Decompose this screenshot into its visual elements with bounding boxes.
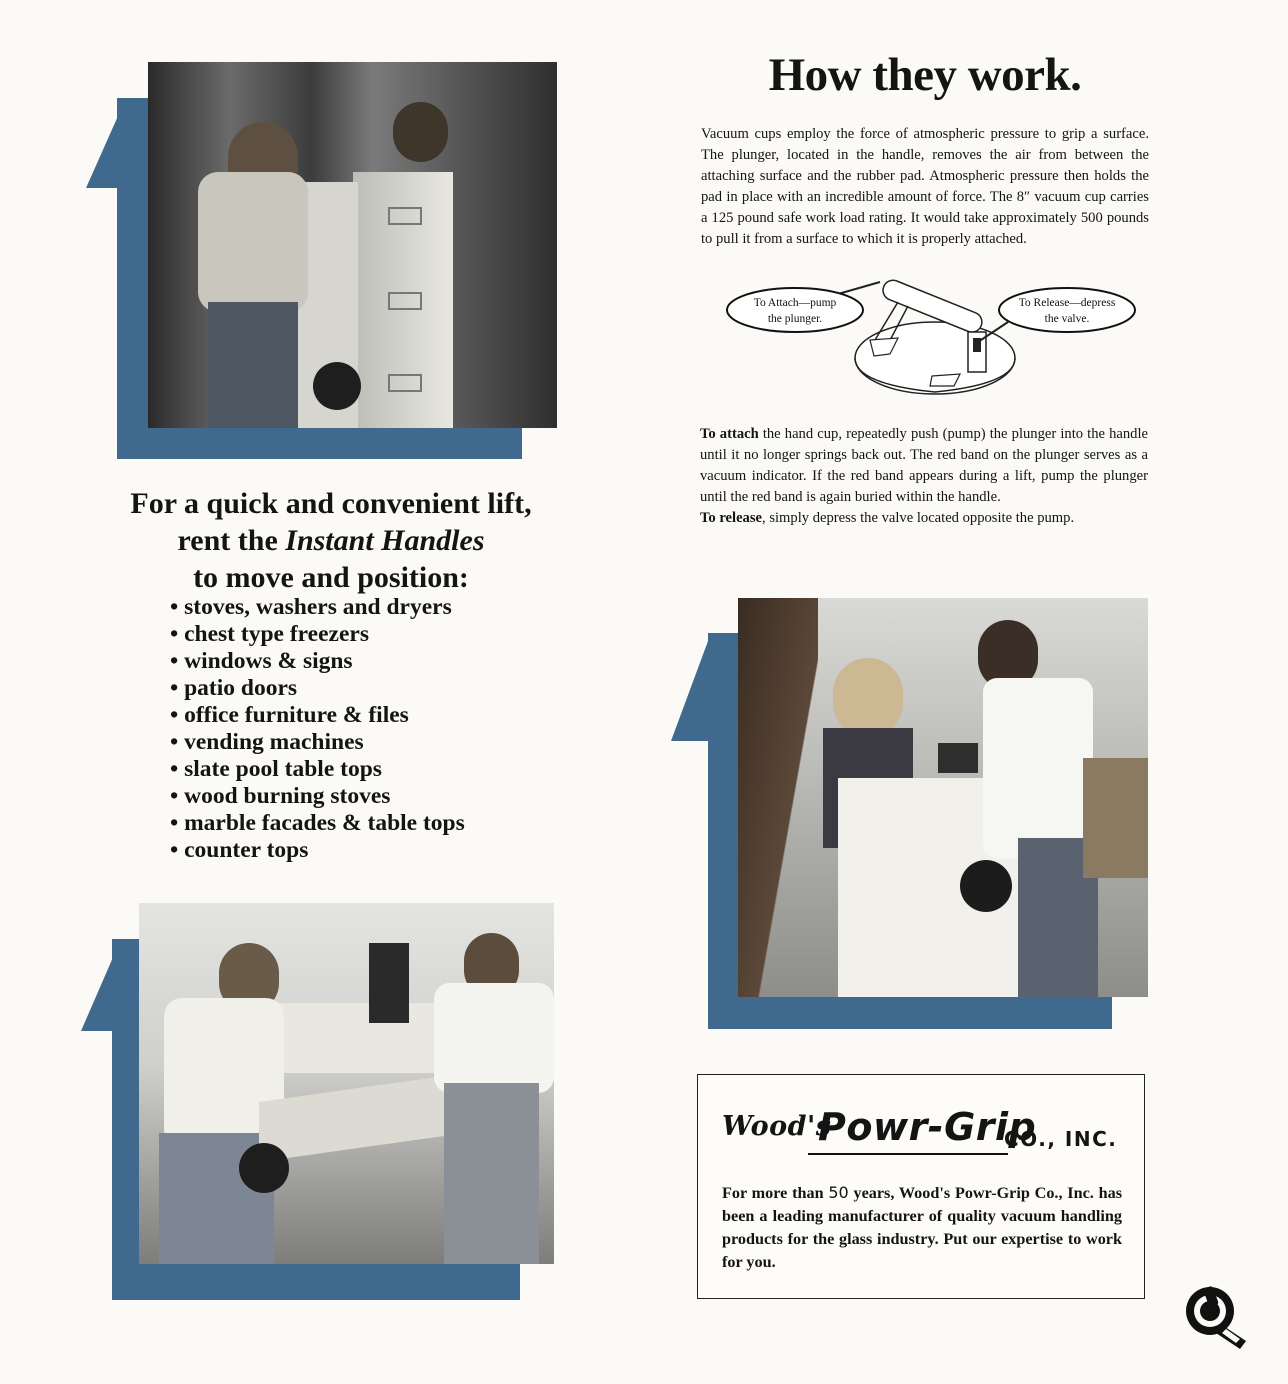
- photo-washer: [738, 598, 1148, 997]
- logo-underline: [808, 1153, 1008, 1155]
- company-description: For more than 50 years, Wood's Powr-Grip Co., Inc. has been a leading manufacturer of quality vacuum handling products for the glass industry. Put our expertise to work for you.: [722, 1183, 1122, 1271]
- uses-list: [170, 594, 465, 864]
- instructions: [700, 424, 1148, 529]
- release-callout-bubble: [999, 288, 1135, 332]
- powr-grip-cup-logo-icon: [1182, 1283, 1252, 1351]
- photo-file-cabinet: [148, 62, 557, 428]
- release-text: , simply depress the valve located opposite the pump.: [762, 510, 1075, 526]
- attach-callout-line2: the plunger.: [767, 313, 823, 325]
- product-name: Instant Handles: [285, 524, 485, 557]
- attach-callout-line1: To Attach—pump: [753, 297, 837, 309]
- intro-paragraph: Vacuum cups employ the force of atmospheric pressure to grip a surface. The plunger, located in the handle, removes the air from between the attaching surface and the rubber pad. Atmospheric pressure then holds the pad in place with an incredible amount of force. The 8″ vacuum cup carries a 125 pound safe work load rating. It would take approximately 500 pounds to pull it from a surface to which it is properly attached.: [701, 126, 1149, 247]
- list-item: • office furniture & files: [170, 702, 465, 729]
- company-logo: [722, 1105, 1122, 1165]
- logo-co-inc: CO., INC.: [1004, 1127, 1118, 1151]
- list-item: • windows & signs: [170, 648, 465, 675]
- list-item: • slate pool table tops: [170, 756, 465, 783]
- release-callout-line1: To Release—depress: [1018, 297, 1116, 309]
- attach-heading: To attach: [700, 426, 759, 442]
- photo-counter-top: [139, 903, 554, 1264]
- promo-heading: [100, 485, 562, 596]
- attach-callout-bubble: [727, 288, 863, 332]
- list-item: • chest type freezers: [170, 621, 465, 648]
- release-heading: To release: [700, 510, 763, 526]
- logo-woods: Wood's: [722, 1111, 832, 1142]
- promo-line2: rent the Instant Handles: [177, 524, 485, 557]
- list-item: • counter tops: [170, 837, 465, 864]
- photo1-frame-tab: [86, 98, 126, 188]
- years-count: 50: [828, 1183, 849, 1202]
- list-item: • patio doors: [170, 675, 465, 702]
- list-item: • vending machines: [170, 729, 465, 756]
- attach-text: the hand cup, repeatedly push (pump) the plunger into the handle until it no longer springs back out. The red band on the plunger serves as a vacuum indicator. If the red band appears during a lift, pump the plunger until the red band is again buried within the handle.: [700, 426, 1148, 505]
- company-box: [697, 1074, 1145, 1299]
- promo-line1: For a quick and convenient lift,: [130, 487, 532, 520]
- photo2-frame-tab: [671, 633, 711, 741]
- release-callout-line2: the valve.: [1044, 313, 1090, 325]
- how-title: How they work.: [768, 49, 1082, 101]
- list-item: • wood burning stoves: [170, 783, 465, 810]
- logo-powr-grip: Powr-Grip: [818, 1105, 1037, 1149]
- list-item: • stoves, washers and dryers: [170, 594, 465, 621]
- list-item: • marble facades & table tops: [170, 810, 465, 837]
- promo-line3: to move and position:: [193, 561, 469, 594]
- vacuum-cup-diagram: [720, 272, 1140, 432]
